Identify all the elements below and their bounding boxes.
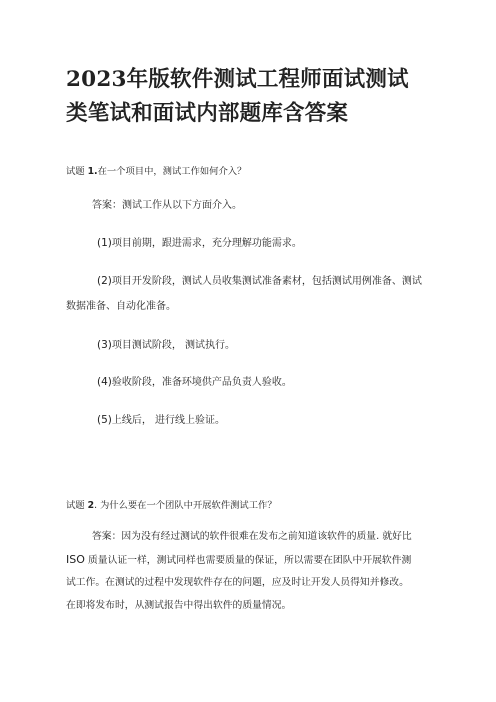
answer-2-line-1: 答案：因为没有经过测试的软件很难在发布之前知道该软件的质量. 就好比 [92, 531, 412, 542]
answer-1-point-2-continued: 数据准备、自动化准备。 [66, 301, 176, 312]
point-number: (4) [97, 376, 112, 388]
answer-2-line-4: 在即将发布时，从测试报告中得出软件的质量情况。 [66, 599, 292, 611]
answer-1-point-1 [97, 234, 302, 249]
title-line-2: 类笔试和面试内部题库含答案 [66, 101, 349, 126]
answer-1-intro: 答案：测试工作从以下方面介入。 [92, 200, 242, 211]
question-2 [66, 497, 277, 511]
point-number: (1) [97, 237, 112, 249]
question-1-number: 1. [87, 166, 98, 177]
answer-1-point-2 [97, 272, 422, 287]
point-text: 上线后， 进行线上验证。 [111, 415, 226, 426]
point-number: (2) [97, 275, 112, 287]
point-text: 验收阶段，准备环境供产品负责人验收。 [111, 377, 292, 388]
answer-1-point-4 [97, 373, 292, 388]
question-1-text: 在一个项目中，测试工作如何介入？ [97, 166, 247, 177]
question-2-prefix: 试题 [66, 500, 85, 511]
point-number: (5) [97, 414, 112, 426]
answer-1-point-3 [97, 336, 235, 351]
document-title [66, 63, 446, 131]
question-2-text: . 为什么要在一个团队中开展软件测试工作？ [94, 500, 277, 511]
question-2-number: 2 [87, 500, 95, 511]
answer-2 [66, 526, 438, 617]
question-1 [66, 163, 246, 177]
answer-2-line-2: ISO 质量认证一样，测试同样也需要质量的保证，所以需要在团队中开展软件测 [66, 552, 412, 566]
answer-1-point-5 [97, 411, 225, 426]
point-text: 项目测试阶段， 测试执行。 [111, 340, 236, 351]
point-text: 项目开发阶段，测试人员收集测试准备素材，包括测试用例准备、测试 [111, 276, 422, 287]
point-text: 项目前期，跟进需求，充分理解功能需求。 [111, 238, 302, 249]
point-number: (3) [97, 339, 112, 351]
answer-2-line-3: 试工作。在测试的过程中发现软件存在的问题，应及时让开发人员得知并修改。 [66, 577, 409, 588]
iso-text: ISO [66, 552, 85, 566]
title-line-1: 2023年版软件测试工程师面试测试 [66, 67, 409, 92]
question-1-prefix: 试题 [66, 166, 85, 177]
